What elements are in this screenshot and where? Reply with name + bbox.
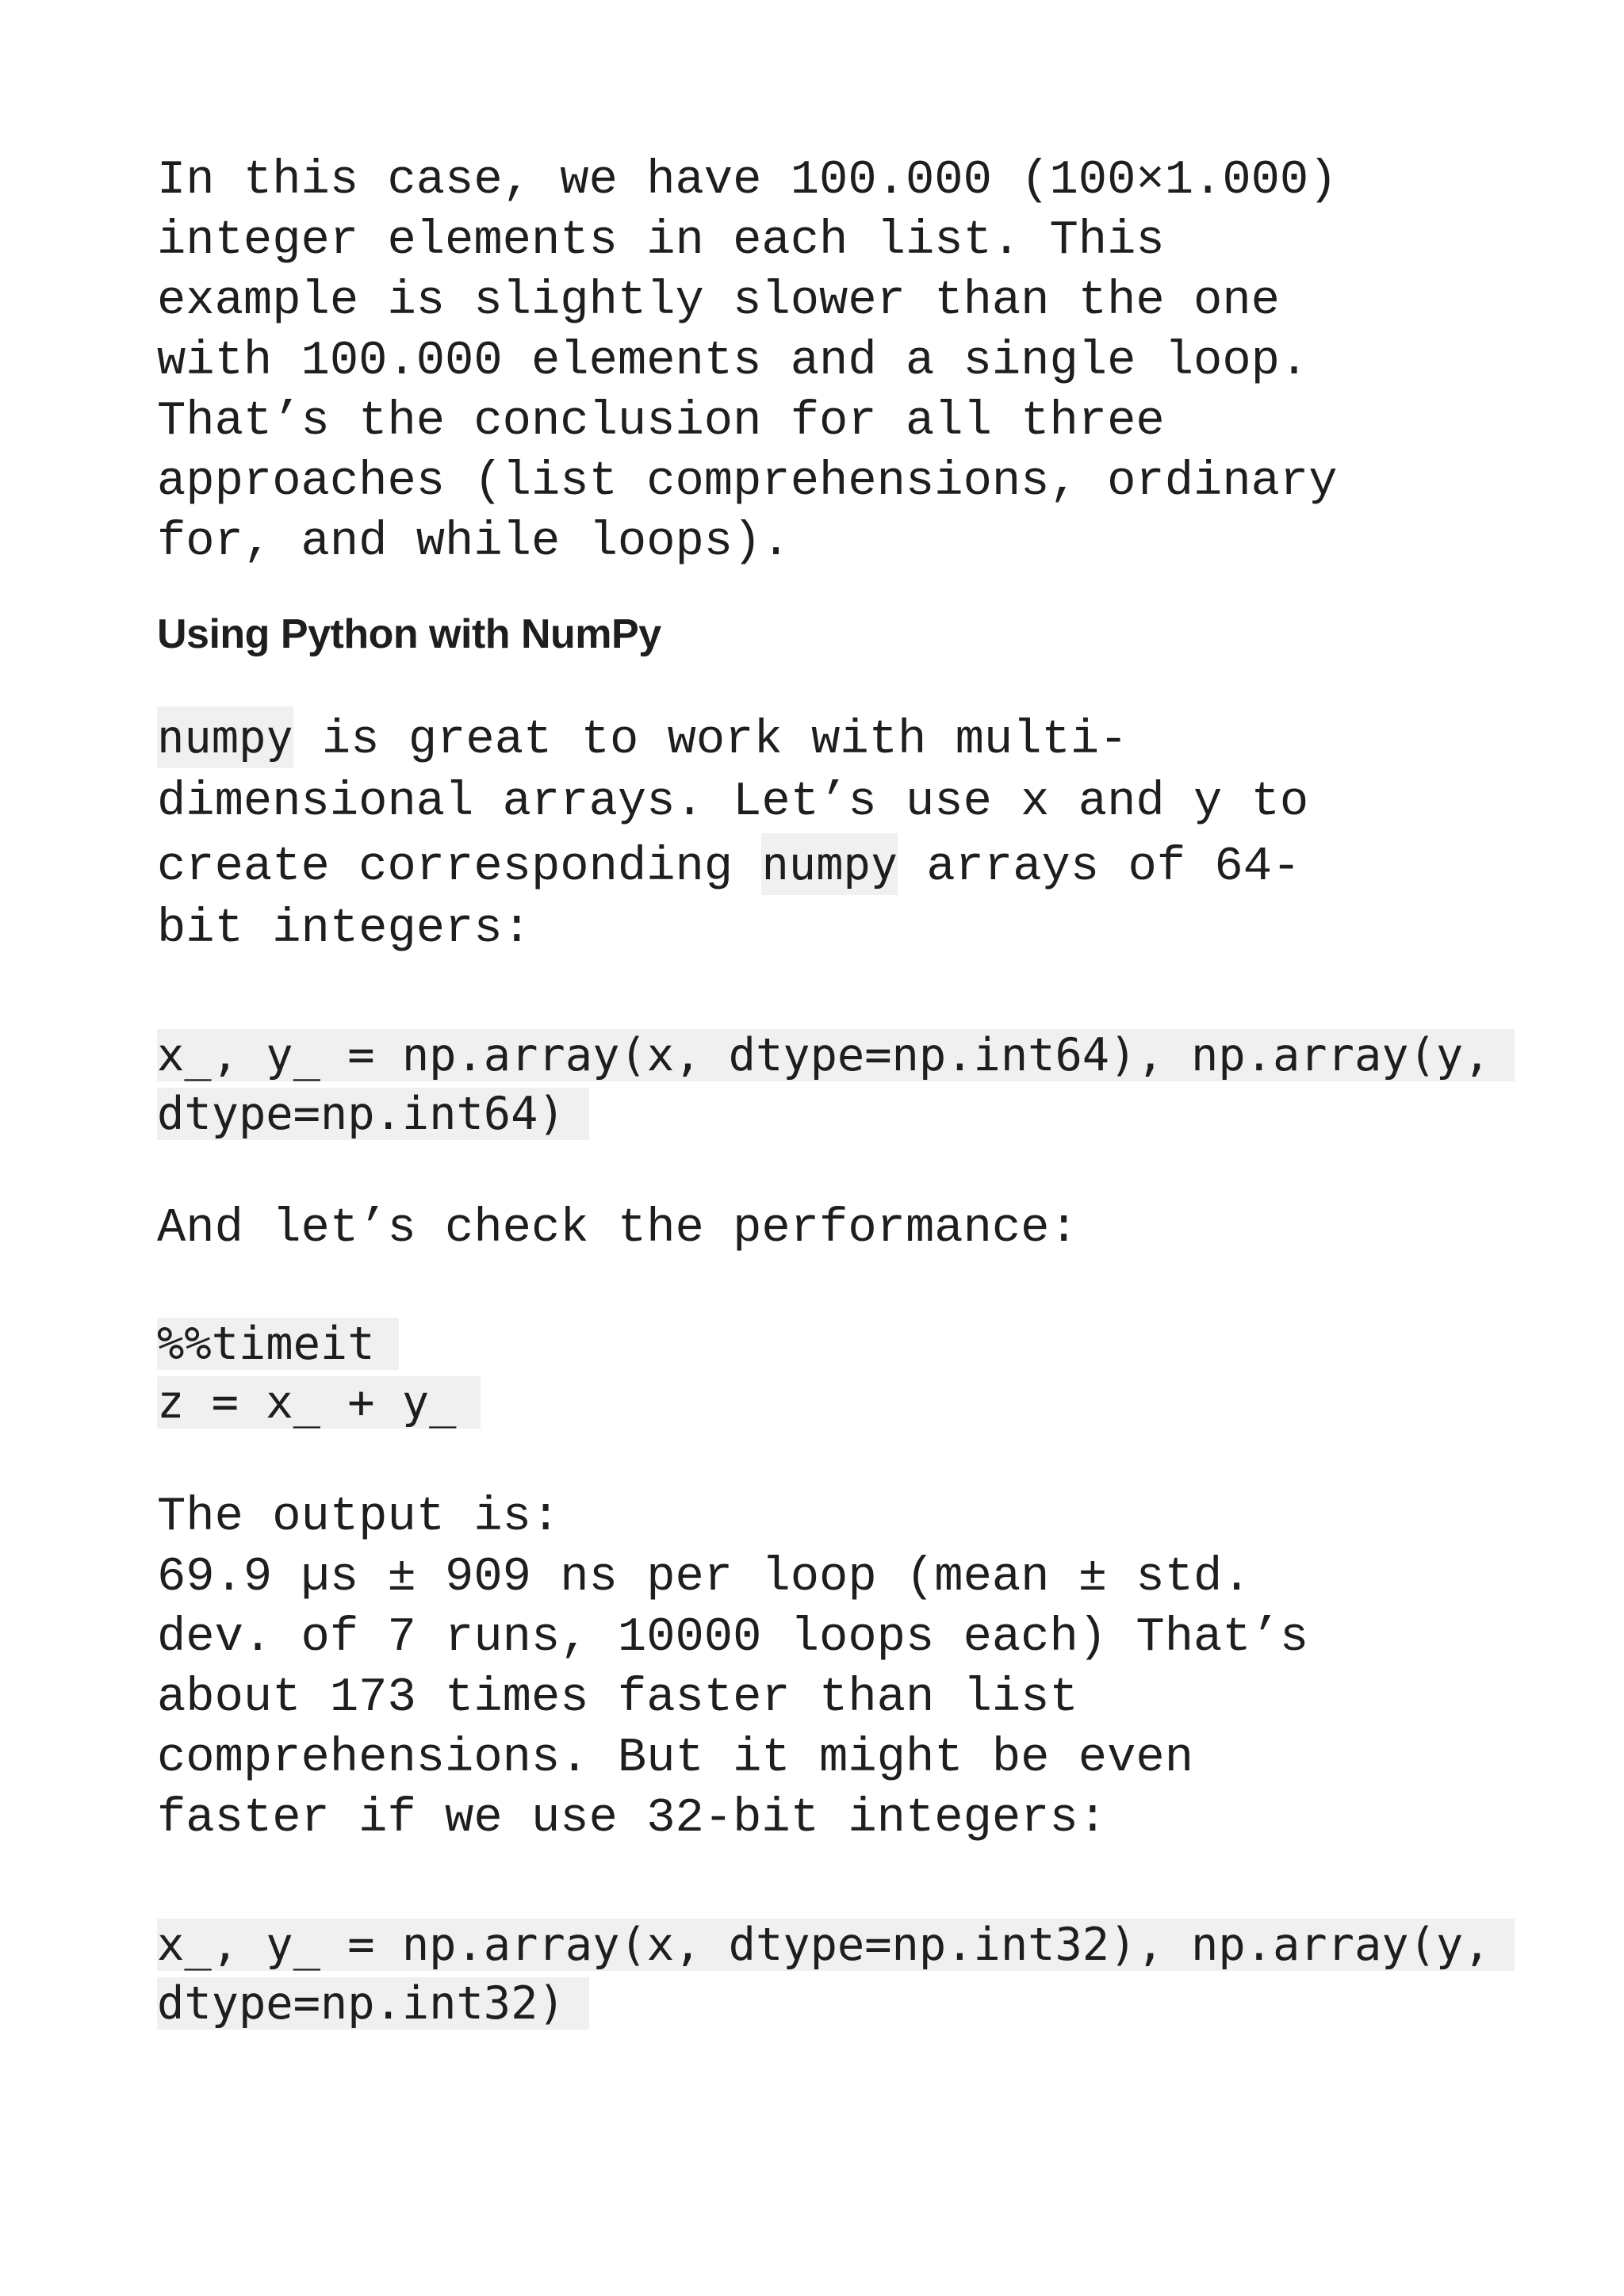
text-line: comprehensions. But it might be even (157, 1732, 1194, 1785)
code-block-int64 (157, 1026, 1489, 1143)
text-line: for, and while loops). (157, 515, 791, 569)
text-line: about 173 times faster than list (157, 1671, 1078, 1725)
text-segment: arrays of 64- (898, 840, 1301, 894)
text-line: bit integers: (157, 902, 531, 956)
text-segment: is great to work with multi- (293, 714, 1128, 767)
text-line: That’s the conclusion for all three (157, 395, 1165, 449)
text-line: approaches (list comprehensions, ordinary (157, 455, 1338, 509)
text-line: The output is: (157, 1490, 561, 1544)
code-line: x_, y_ = np.array(x, dtype=np.int32), np.array(y, (157, 1919, 1515, 1971)
paragraph-list-comparison (157, 151, 1489, 572)
text-line: dev. of 7 runs, 10000 loops each) That’s (157, 1611, 1309, 1665)
text-line: with 100.000 elements and a single loop. (157, 335, 1309, 388)
document-page (157, 151, 1489, 2033)
text-line (157, 706, 1489, 772)
paragraph-numpy-intro (157, 706, 1489, 959)
text-line: example is slightly slower than the one (157, 274, 1280, 328)
text-line: dimensional arrays. Let’s use x and y to (157, 775, 1309, 829)
section-heading: Using Python with NumPy (157, 611, 661, 657)
text-line: faster if we use 32-bit integers: (157, 1792, 1108, 1846)
text-segment: create corresponding (157, 840, 762, 894)
inline-code: numpy (157, 706, 293, 768)
code-line: x_, y_ = np.array(x, dtype=np.int64), np.array(y, (157, 1029, 1515, 1081)
code-line: dtype=np.int32) (157, 1977, 589, 2030)
inline-code: numpy (761, 833, 898, 895)
code-block-timeit (157, 1314, 1489, 1432)
paragraph-output (157, 1487, 1489, 1849)
code-block-int32 (157, 1915, 1489, 2033)
text-line: integer elements in each list. This (157, 214, 1165, 268)
text-line (157, 832, 1489, 899)
paragraph-performance: And let’s check the performance: (157, 1202, 1078, 1256)
text-line: In this case, we have 100.000 (100×1.000) (157, 154, 1338, 208)
code-line: %%timeit (157, 1318, 399, 1370)
code-line: dtype=np.int64) (157, 1088, 589, 1140)
text-line: 69.9 µs ± 909 ns per loop (mean ± std. (157, 1551, 1251, 1605)
code-line: z = x_ + y_ (157, 1376, 481, 1429)
